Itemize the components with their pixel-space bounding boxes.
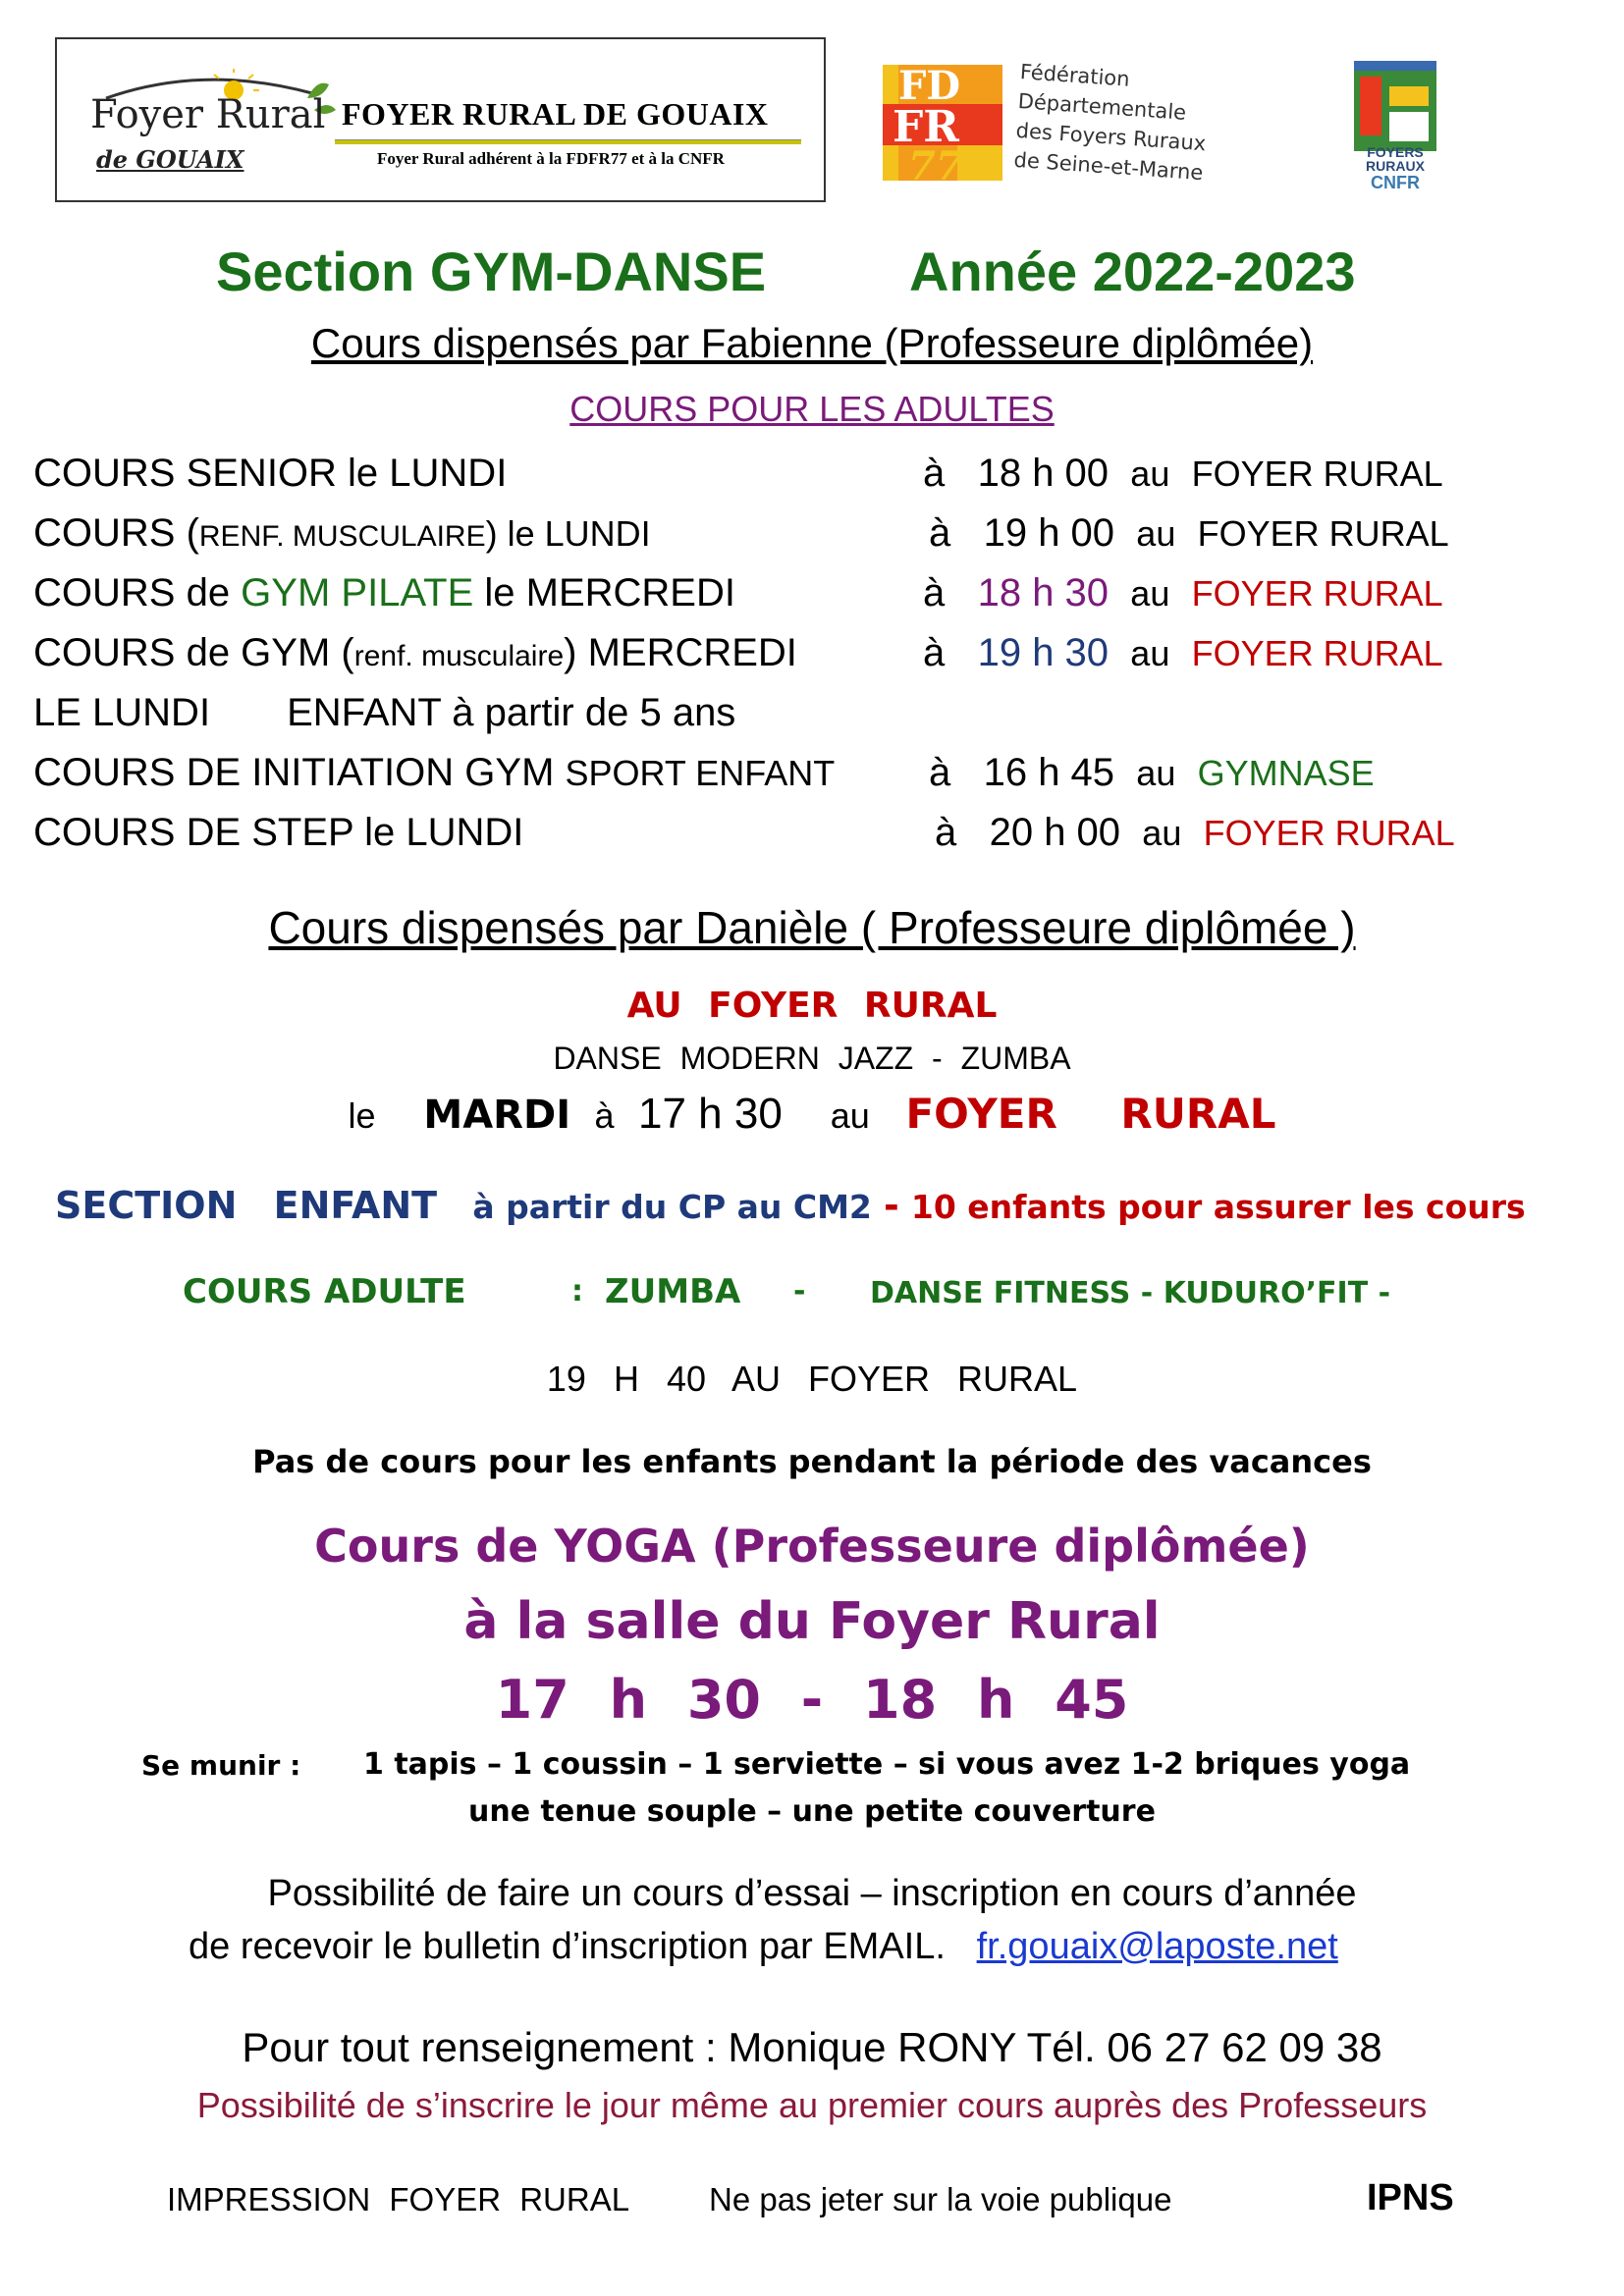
daniele-location: AU FOYER RURAL	[626, 986, 998, 1026]
federation-line: Fédération	[1019, 59, 1131, 91]
a-label: à	[923, 631, 946, 674]
place-name: FOYER RURAL	[1191, 573, 1443, 614]
course-row	[33, 631, 797, 675]
fabienne-heading: Cours dispensés par Fabienne (Professeure diplômée)	[310, 320, 1314, 366]
time-value: 19 h 00	[983, 511, 1115, 555]
yoga-heading: Cours de YOGA (Professeure diplômée)	[314, 1520, 1310, 1573]
course-label-a: COURS DE INITIATION GYM	[33, 751, 566, 794]
federation-line: Départementale	[1017, 88, 1187, 125]
course-time	[929, 751, 1375, 795]
course-label-small: renf. musculaire	[353, 640, 565, 672]
section-enfant-note: 10 enfants pour assurer les cours	[910, 1188, 1526, 1226]
yoga-time: 17 h 30 - 18 h 45	[495, 1669, 1129, 1731]
time-value: 16 h 45	[983, 751, 1115, 794]
fdfr-letters-fr: FR	[893, 102, 959, 152]
section-title: Section GYM-DANSE	[216, 240, 767, 302]
inscrire-note: Possibilité de s’inscrire le jour même au premier cours auprès des Professeurs	[196, 2085, 1428, 2125]
schedule-le: le	[348, 1095, 376, 1136]
bulletin-row	[189, 1926, 1338, 1968]
daniele-schedule	[0, 1090, 1624, 1139]
course-row	[33, 811, 523, 855]
course-label-a: COURS de GYM (	[33, 631, 354, 674]
federation-line: de Seine-et-Marne	[1012, 147, 1205, 186]
place-prefix: au	[1130, 633, 1170, 673]
course-label-a: COURS (	[33, 511, 199, 555]
bulletin-note: de recevoir le bulletin d’inscription par EMAIL.	[189, 1926, 946, 1967]
place-prefix: au	[1142, 813, 1182, 853]
adulte-fitness: DANSE FITNESS - KUDURO’FIT -	[870, 1276, 1391, 1310]
place-prefix: au	[1130, 573, 1170, 614]
section-enfant-range: à partir du CP au CM2	[472, 1188, 872, 1226]
time-value: 19 h 30	[977, 631, 1110, 674]
schedule-time: 17 h 30	[638, 1090, 783, 1138]
cnfr-line: CNFR	[1371, 173, 1420, 192]
dance-styles: DANSE MODERN JAZZ - ZUMBA	[553, 1041, 1071, 1076]
yoga-location: à la salle du Foyer Rural	[463, 1592, 1161, 1651]
schedule-au: au	[830, 1095, 870, 1136]
fdfr-letters-fd: FD	[898, 63, 961, 109]
course-label-b: ) le LUNDI	[485, 513, 651, 554]
adulte-zumba: ZUMBA	[605, 1272, 741, 1311]
adulte-label: COURS ADULTE	[183, 1272, 466, 1311]
course-row	[33, 691, 735, 735]
course-time	[923, 571, 1443, 615]
adults-subheading: COURS POUR LES ADULTES	[569, 389, 1055, 429]
fdfr-letters-77: 77	[908, 143, 963, 189]
course-time	[929, 511, 1449, 556]
course-label-a: COURS de	[33, 571, 242, 614]
adulte-dash: -	[793, 1274, 806, 1308]
course-label: COURS DE STEP le LUNDI	[33, 811, 524, 854]
course-label-small: RENF. MUSCULAIRE	[198, 520, 486, 553]
yoga-items-line-1: 1 tapis – 1 coussin – 1 serviette – si vous avez 1-2 briques yoga	[363, 1747, 1411, 1782]
fdfr77-logo	[879, 61, 1006, 188]
place-prefix: au	[1136, 513, 1176, 554]
adulte-time: 19 H 40 AU FOYER RURAL	[546, 1359, 1078, 1399]
logo-sub-text: de GOUAIX	[96, 145, 244, 174]
footer-voie-publique: Ne pas jeter sur la voie publique	[709, 2181, 1172, 2217]
course-label-b: ) MERCREDI	[564, 631, 797, 674]
place-name: GYMNASE	[1197, 753, 1375, 793]
federation-line: des Foyers Ruraux	[1014, 118, 1207, 156]
time-value: 18 h 30	[977, 571, 1110, 614]
course-row	[33, 452, 507, 496]
course-label: COURS SENIOR le LUNDI	[33, 452, 508, 495]
place-name: FOYER RURAL	[1191, 633, 1443, 673]
cnfr-line: FOYERS	[1367, 144, 1424, 160]
logo-main-text: Foyer Rural	[90, 92, 326, 137]
schedule-place: FOYER RURAL	[905, 1090, 1276, 1138]
federation-text	[1013, 57, 1212, 187]
essai-note: Possibilité de faire un cours d’essai – inscription en cours d’année	[267, 1873, 1357, 1914]
a-label: à	[923, 452, 946, 495]
section-enfant-label: SECTION ENFANT	[55, 1184, 438, 1227]
a-label: à	[923, 571, 946, 614]
section-year: Année 2022-2023	[909, 240, 1356, 302]
course-label-b: ENFANT à partir de 5 ans	[287, 691, 736, 734]
course-label-green: GYM PILATE	[241, 571, 474, 614]
contact-info: Pour tout renseignement : Monique RONY Tél. 06 27 62 09 38	[242, 2024, 1382, 2070]
section-enfant-dash: -	[884, 1184, 899, 1227]
daniele-heading: Cours dispensés par Danièle ( Professeure diplômée )	[268, 902, 1356, 953]
footer-ipns: IPNS	[1367, 2177, 1454, 2218]
course-label-b: le MERCREDI	[473, 571, 735, 614]
a-label: à	[929, 751, 951, 794]
place-prefix: au	[1136, 753, 1176, 793]
adulte-colon: :	[571, 1274, 583, 1308]
schedule-a: à	[594, 1095, 615, 1136]
place-name: FOYER RURAL	[1203, 813, 1455, 853]
a-label: à	[935, 811, 957, 854]
foyer-rural-subtitle: Foyer Rural adhérent à la FDFR77 et à la CNFR	[377, 149, 725, 168]
course-label-small: SPORT ENFANT	[565, 753, 836, 793]
schedule-day: MARDI	[423, 1093, 571, 1138]
course-row	[33, 511, 651, 556]
course-time	[935, 811, 1455, 855]
foyer-rural-logo	[86, 69, 342, 191]
course-time	[923, 452, 1443, 496]
course-row	[33, 571, 735, 615]
time-value: 18 h 00	[977, 452, 1110, 495]
place-name: FOYER RURAL	[1191, 454, 1443, 494]
place-prefix: au	[1130, 454, 1170, 494]
cnfr-line: RURAUX	[1366, 158, 1425, 174]
se-munir-label: Se munir :	[141, 1749, 301, 1782]
yoga-items-line-2: une tenue souple – une petite couverture	[468, 1794, 1156, 1829]
course-time	[923, 631, 1443, 675]
course-row	[33, 751, 835, 795]
header-logo-box	[55, 37, 826, 202]
course-label-a: LE LUNDI	[33, 691, 211, 734]
footer-impression: IMPRESSION FOYER RURAL	[167, 2181, 630, 2217]
title-underline	[335, 139, 801, 144]
no-vacation-note: Pas de cours pour les enfants pendant la période des vacances	[252, 1443, 1372, 1480]
foyer-rural-title: FOYER RURAL DE GOUAIX	[342, 96, 769, 132]
email-link[interactable]: fr.gouaix@laposte.net	[976, 1926, 1338, 1967]
cnfr-logo	[1350, 57, 1440, 194]
place-name: FOYER RURAL	[1197, 513, 1449, 554]
a-label: à	[929, 511, 951, 555]
section-enfant-row	[55, 1184, 1526, 1227]
time-value: 20 h 00	[989, 811, 1121, 854]
